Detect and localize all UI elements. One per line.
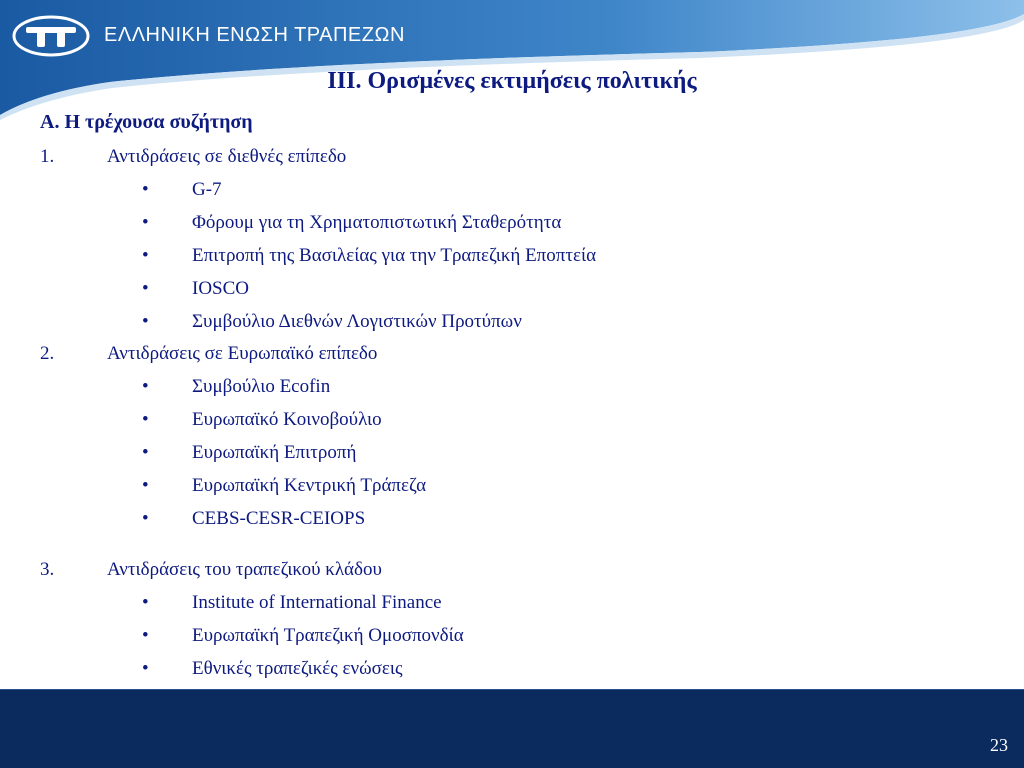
bullet: • bbox=[142, 658, 149, 679]
page-number: 23 bbox=[990, 735, 1008, 755]
list-item: Ευρωπαϊκή Κεντρική Τράπεζα bbox=[192, 475, 427, 496]
section-number: 2. bbox=[40, 343, 55, 364]
section-number: 3. bbox=[40, 559, 55, 580]
section-label: Αντιδράσεις σε διεθνές επίπεδο bbox=[107, 146, 347, 167]
list-item: Ευρωπαϊκή Επιτροπή bbox=[192, 442, 357, 463]
list-item: G-7 bbox=[192, 179, 222, 200]
section-label: Αντιδράσεις σε Ευρωπαϊκό επίπεδο bbox=[107, 343, 378, 364]
footer-bar bbox=[0, 689, 1024, 768]
section-number: 1. bbox=[40, 146, 55, 167]
list-item: Συμβούλιο Ecofin bbox=[192, 376, 331, 397]
list-item: Επιτροπή της Βασιλείας για την Τραπεζική Εποπτεία bbox=[192, 245, 597, 266]
list-item: Συμβούλιο Διεθνών Λογιστικών Προτύπων bbox=[192, 311, 522, 332]
slide-subtitle: Α. Η τρέχουσα συζήτηση bbox=[40, 111, 253, 133]
list-item: IOSCO bbox=[192, 278, 250, 299]
bullet: • bbox=[142, 625, 149, 646]
slide-title: III. Ορισμένες εκτιμήσεις πολιτικής bbox=[327, 68, 697, 94]
bullet: • bbox=[142, 409, 149, 430]
bullet: • bbox=[142, 278, 149, 299]
list-item: Φόρουμ για τη Χρηματοπιστωτική Σταθερότητα bbox=[192, 212, 562, 233]
bullet: • bbox=[142, 376, 149, 397]
bullet: • bbox=[142, 475, 149, 496]
list-item: Institute of International Finance bbox=[192, 592, 442, 613]
list-item: Ευρωπαϊκή Τραπεζική Ομοσπονδία bbox=[192, 625, 464, 646]
bullet: • bbox=[142, 311, 149, 332]
bullet: • bbox=[142, 179, 149, 200]
section-label: Αντιδράσεις του τραπεζικού κλάδου bbox=[107, 559, 382, 580]
organization-name: ΕΛΛΗΝΙΚΗ ΕΝΩΣΗ ΤΡΑΠΕΖΩΝ bbox=[104, 24, 405, 46]
header-banner bbox=[0, 0, 1024, 120]
hellenic-bank-association-logo-icon bbox=[12, 15, 90, 57]
list-item: CEBS-CESR-CEIOPS bbox=[192, 508, 366, 529]
bullet: • bbox=[142, 245, 149, 266]
bullet: • bbox=[142, 592, 149, 613]
bullet: • bbox=[142, 508, 149, 529]
list-item: Εθνικές τραπεζικές ενώσεις bbox=[192, 658, 403, 679]
bullet: • bbox=[142, 442, 149, 463]
bullet: • bbox=[142, 212, 149, 233]
list-item: Ευρωπαϊκό Κοινοβούλιο bbox=[192, 409, 382, 430]
